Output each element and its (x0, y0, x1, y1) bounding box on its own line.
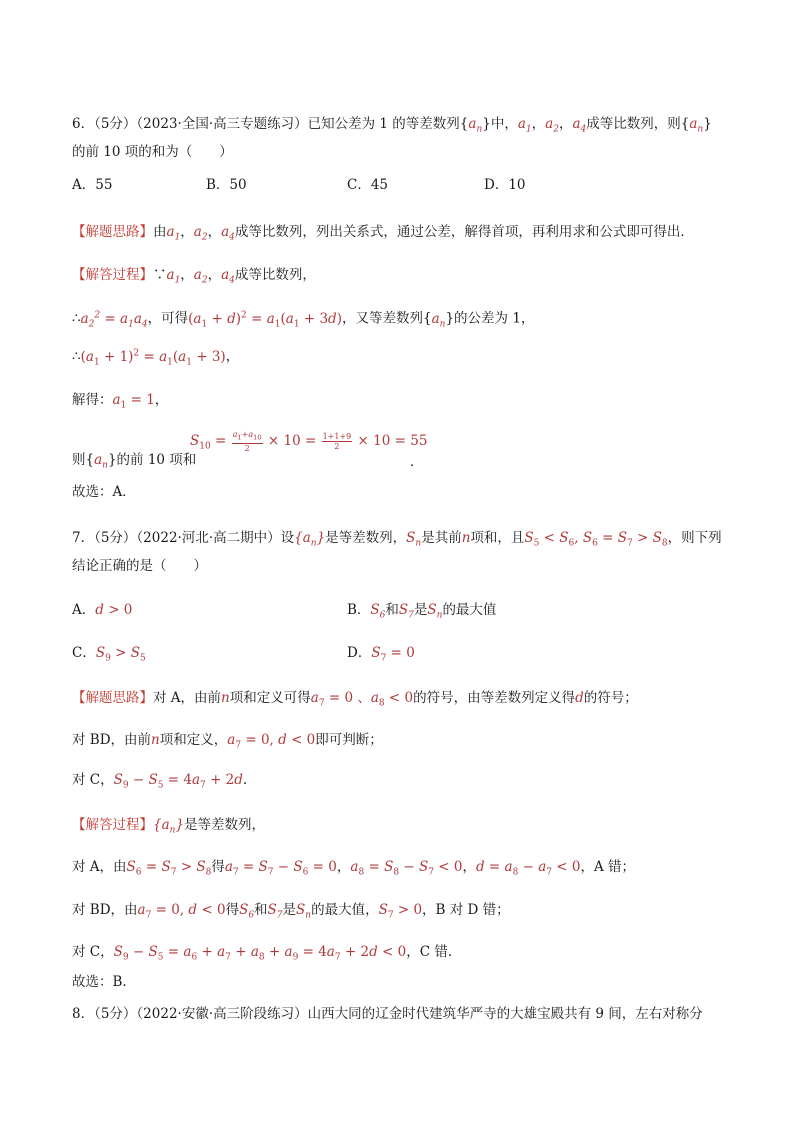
q7-answer: 故选：B. (72, 974, 127, 990)
q6-idea: 【解题思路】由$a_1$，$a_2$，$a_4$成等比数列，列出关系式，通过公差，解得首项，再利用求和公式即可得出． (72, 224, 694, 243)
q7-option-c: C．$S_9 > S_5$ (72, 645, 146, 664)
q6-line2: 的前 10 项的和为（ ） (72, 144, 233, 160)
q7-option-d: D．$S_7 = 0$ (347, 645, 415, 664)
q7-option-b: B．$S_6$和$S_7$是$S_n$的最大值 (347, 602, 497, 621)
q6-line1: 6．（5分）（2023·全国·高三专题练习）已知公差为 1 的等差数列$\{a_n\}$中，$a_1$，$a_2$，$a_4$成等比数列，则$\{a_n\}$ (72, 116, 712, 135)
q6-step4: 则$\{a_n\}$的前 10 项和 (72, 452, 197, 471)
q6-option-d: D．10 (484, 177, 526, 193)
q6-option-a: A．55 (72, 177, 113, 193)
q7-idea-tag: 【解题思路】 (72, 690, 153, 706)
q8-line1: 8．（5分）（2022·安徽·高三阶段练习）山西大同的辽金时代建筑华严寺的大雄宝殿共有 9 间，左右对称分 (72, 1006, 703, 1022)
q7-idea3: 对 C，$S_9 - S_5 = 4a_7 + 2d$. (72, 772, 248, 791)
q6-step4-end: ． (410, 454, 424, 470)
q6-answer: 故选：A． (72, 484, 136, 500)
q6-option-c: C．45 (347, 177, 389, 193)
q7-proc2: 对 BD，由$a_7 = 0$, d < 0得$S_6$和$S_7$是$S_n$的最大值，$S_7 > 0$，B 对 D 错； (72, 902, 510, 921)
q6-sum-formula: $S_{10}$ = $\frac{a_1+a_{10}}{2}$ × 10 = $\frac{1+1+9}{2}$ × 10 = 55 (190, 430, 428, 453)
q6-step2: $\therefore(a_1 + 1)^2 = a_1(a_1 + 3)$， (72, 348, 240, 368)
q6-idea-tag: 【解题思路】 (72, 224, 153, 240)
q7-idea1: 【解题思路】对 A，由前n项和定义可得$a_7 = 0$ 、$a_8 < 0$的符号，由等差数列定义得d的符号； (72, 690, 638, 709)
q7-proc-tag: 【解答过程】 (72, 817, 153, 833)
q7-line1: 7．（5分）（2022·河北·高二期中）设$\{a_n\}$是等差数列，$S_n$是其前n项和，且$S_5 < S_6$, $S_6 = S_7 > S_8$，则下列 (72, 530, 722, 549)
q7-proc1: 对 A，由$S_6 = S_7 > S_8$得$a_7 = S_7 - S_6 = 0$，$a_8 = S_8 - S_7 < 0$，$d = a_8 - a_7 < 0$，A 错； (72, 859, 636, 878)
q7-line2: 结论正确的是（ ） (72, 558, 207, 574)
q7-option-a: A．d > 0 (72, 602, 133, 618)
q6-step3: 解得：$a_1 = 1$， (72, 392, 169, 411)
q7-idea2: 对 BD，由前n项和定义，$a_7 = 0$, d < 0即可判断； (72, 732, 383, 751)
q6-proc-tag: 【解答过程】 (72, 267, 153, 283)
q7-process: 【解答过程】$\{a_n\}$是等差数列， (72, 817, 266, 836)
q6-option-b: B．50 (206, 177, 247, 193)
q7-proc3: 对 C，$S_9 - S_5 = a_6 + a_7 + a_8 + a_9 = 4a_7 + 2d < 0$，C 错. (72, 944, 453, 963)
q6-step1: $\therefore a_2^2 = a_1a_4$，可得$(a_1 + d)^2 = a_1(a_1 + 3d)$，又等差数列$\{a_n\}$的公差为 1， (72, 310, 535, 330)
q6-process: 【解答过程】$\because a_1$，$a_2$，$a_4$成等比数列， (72, 267, 316, 286)
